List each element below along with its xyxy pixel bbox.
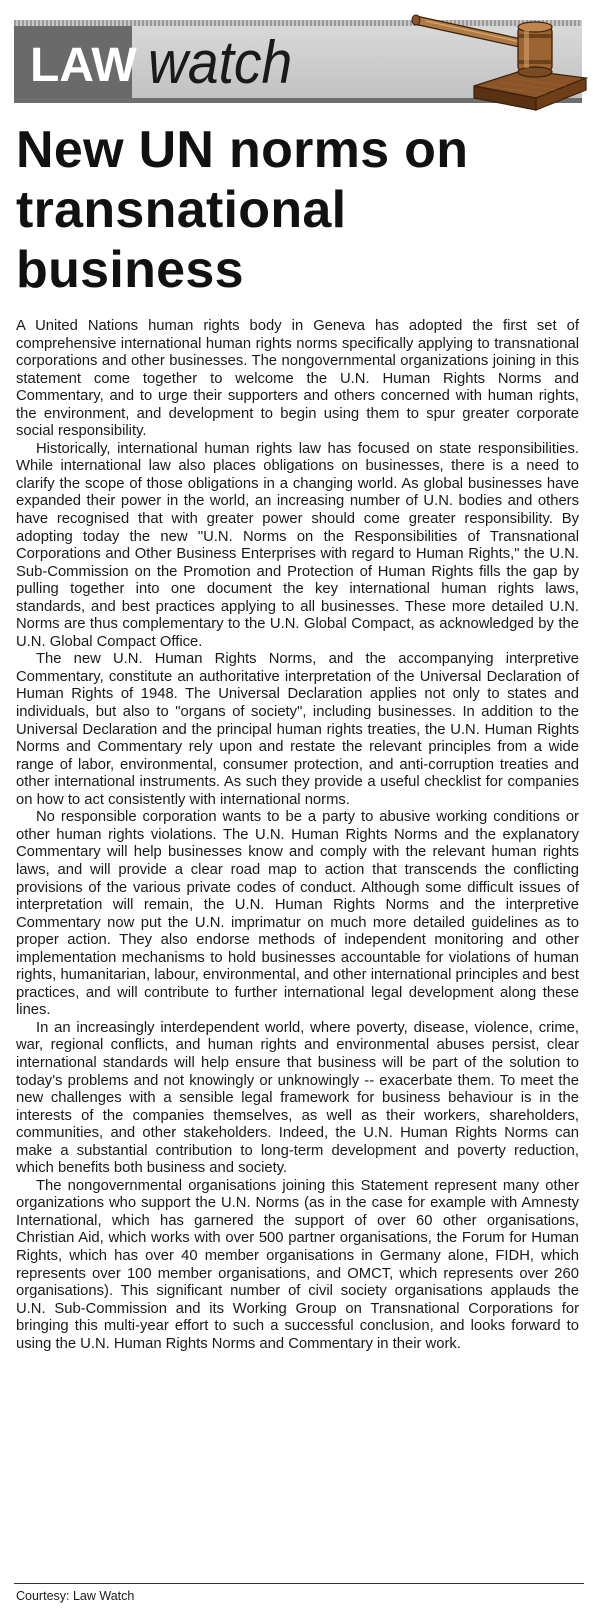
gavel-icon — [406, 12, 592, 112]
article-paragraph: A United Nations human rights body in Geneva has adopted the first set of comprehensive international human rights norms specifically applying to transnational corporations and other businesses. The nongovernmental organizations joining in this statement come together to welcome the U.N. Human Rights Norms and Commentary, and to urge their supporters and others concerned with human rights, the environment, and development to begin using them to spur greater corporate social responsibility. — [16, 318, 579, 440]
section-label-watch: watch — [148, 29, 293, 96]
article-paragraph: Historically, international human rights law has focused on state responsibilities. While international law also places obligations on businesses, there is a need to clarify the scope of those obligations in a changing world. As global businesses have expanded their power in the world, an increasing number of U.N. bodies and others have recognised that with greater power should come greater responsibility. By adopting today the new "U.N. Norms on the Responsibilities of Transnational Corporations and Other Business Enterprises with regard to Human Rights," the U.N. Sub-Commission on the Promotion and Protection of Human Rights fills the gap by pulling together into one document the key international human rights laws, standards, and best practices applying to all businesses. These more detailed U.N. Norms are thus complementary to the U.N. Global Compact, as acknowledged by the U.N. Global Compact Office. — [16, 440, 579, 650]
gavel-head — [518, 22, 552, 77]
section-label-law: LAW — [30, 39, 137, 92]
article-paragraph: No responsible corporation wants to be a party to abusive working conditions or other human rights violations. The U.N. Human Rights Norms and the explanatory Commentary will help businesses know and comply with the relevant human rights laws, and will provide a clear road map to action that transcends the conflicting provisions of the various private codes of conduct. Although some difficult issues of interpretation will remain, the U.N. Human Rights Norms and the interpretive Commentary now put the U.N. imprimatur on much more detailed guidelines as to proper action. They also endorse methods of independent monitoring and other implementation mechanisms to hold businesses accountable for violations of human rights, humanitarian, labour, environmental, and other international principles and best practices, and will contribute to further international legal development along these lines. — [16, 809, 579, 1019]
law-watch-header — [14, 12, 582, 106]
article-paragraph: The nongovernmental organisations joining this Statement represent many other organizations who support the U.N. Norms (as in the case for example with Amnesty International, which has garnered the support of over 60 other organisations, Christian Aid, which works with over 500 partner organisations, the Forum for Human Rights, which has over 40 member organisations in Germany alone, FIDH, which represents over 100 member organisations, and OMCT, which represents over 260 organisations). This significant number of civil society organisations applauds the U.N. Sub-Commission and its Working Group on Transnational Corporations for bringing this multi-year effort to such a successful conclusion, and looks forward to using the U.N. Human Rights Norms and Commentary in their work. — [16, 1177, 579, 1352]
article-paragraph: In an increasingly interdependent world, where poverty, disease, violence, crime, war, regional conflicts, and human rights and environmental abuses persist, clear international standards will help ensure that business will be part of the solution to today's problems and not knowingly or unknowingly -- exacerbate them. To meet the new challenges with a sensible legal framework for business behaviour is in the interests of the companies themselves, as well as their workers, shareholders, communities, and other stakeholders. Indeed, the U.N. Human Rights Norms can make a substantial contribution to long-term development and poverty reduction, which benefits both business and society. — [16, 1019, 579, 1177]
headline-line: business — [16, 241, 244, 299]
gavel-handle — [412, 15, 526, 48]
footer-rule — [14, 1583, 584, 1584]
headline-line: New UN norms on — [16, 121, 469, 179]
courtesy-credit: Courtesy: Law Watch — [16, 1589, 135, 1603]
headline-line: transnational — [16, 181, 347, 239]
article-body — [16, 318, 579, 1353]
article-paragraph: The new U.N. Human Rights Norms, and the accompanying interpretive Commentary, constitute an authoritative interpretation of the Universal Declaration of Human Rights of 1948. The Universal Declaration applies not only to states and individuals, but also to "organs of society", including businesses. In addition to the Universal Declaration and the principal human rights treaties, the U.N. Human Rights Norms and Commentary rely upon and restate the relevant principles from a wide range of labor, environmental, consumer protection, and anti-corruption treaties and other international instruments. As such they provide a useful checklist for companies on how to act consistently with international norms. — [16, 651, 579, 808]
article-headline — [16, 120, 586, 300]
